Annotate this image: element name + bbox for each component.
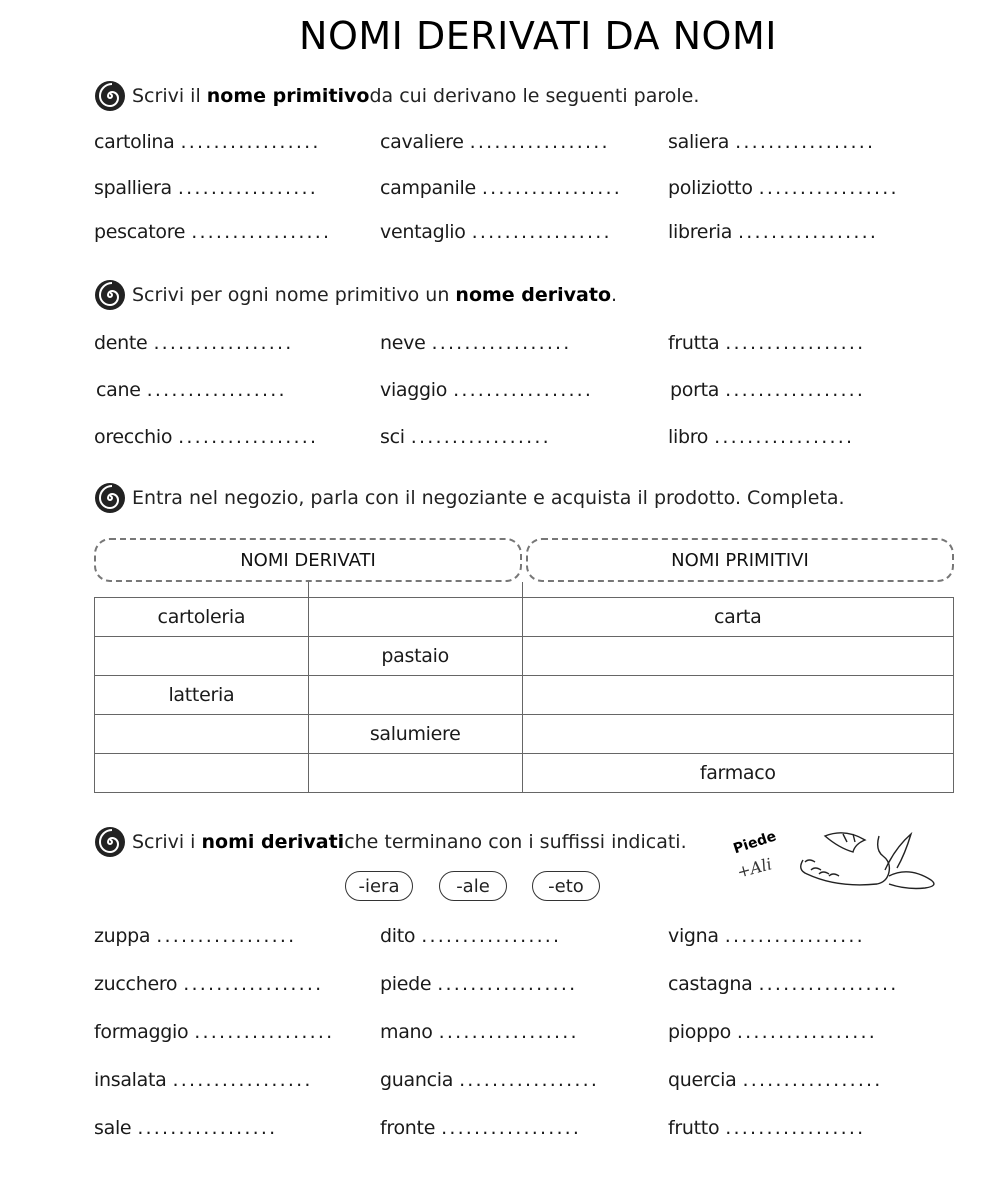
table-cell[interactable]: cartoleria — [95, 598, 309, 637]
column-divider — [522, 582, 523, 598]
table-cell[interactable]: carta — [522, 598, 953, 637]
table-cell[interactable]: salumiere — [308, 715, 522, 754]
table-cell[interactable]: pastaio — [308, 637, 522, 676]
word-item[interactable]: poliziotto ................. — [668, 177, 899, 199]
table-row — [95, 676, 954, 715]
word-item[interactable]: piede ................. — [380, 973, 578, 995]
word-item[interactable]: vigna ................. — [668, 925, 865, 947]
table-cell[interactable] — [308, 598, 522, 637]
word-item[interactable]: cartolina ................. — [94, 131, 321, 153]
word-item[interactable]: sci ................. — [380, 426, 551, 448]
word-item[interactable]: cavaliere ................. — [380, 131, 610, 153]
table-cell[interactable] — [308, 676, 522, 715]
word-item[interactable]: pioppo ................. — [668, 1021, 877, 1043]
word-item[interactable]: frutto ................. — [668, 1117, 866, 1139]
table-cell[interactable]: latteria — [95, 676, 309, 715]
word-item[interactable]: zuppa ................. — [94, 925, 297, 947]
word-item[interactable]: libro ................. — [668, 426, 855, 448]
illustration-label-1: Piede — [731, 828, 779, 858]
instruction-4: Scrivi i nomi derivati che terminano con i suffissi indicati. — [94, 826, 687, 858]
swirl-icon — [94, 826, 126, 858]
table-cell[interactable] — [95, 715, 309, 754]
word-item[interactable]: pescatore ................. — [94, 221, 332, 243]
word-item[interactable]: ventaglio ................. — [380, 221, 612, 243]
word-item[interactable]: cane ................. — [96, 379, 287, 401]
word-item[interactable]: porta ................. — [670, 379, 866, 401]
word-item[interactable]: dito ................. — [380, 925, 562, 947]
winged-foot-illustration — [725, 820, 940, 900]
word-item[interactable]: formaggio ................. — [94, 1021, 335, 1043]
word-item[interactable]: dente ................. — [94, 332, 294, 354]
swirl-icon — [94, 80, 126, 112]
table-cell[interactable] — [308, 754, 522, 793]
shop-grid — [94, 597, 954, 793]
word-item[interactable]: quercia ................. — [668, 1069, 883, 1091]
table-cell[interactable] — [522, 715, 953, 754]
page-title: NOMI DERIVATI DA NOMI — [299, 14, 777, 58]
table-row — [95, 598, 954, 637]
word-item[interactable]: insalata ................. — [94, 1069, 313, 1091]
swirl-icon — [94, 279, 126, 311]
table-cell[interactable] — [95, 754, 309, 793]
word-item[interactable]: saliera ................. — [668, 131, 876, 153]
table-row — [95, 754, 954, 793]
table-cell[interactable] — [522, 637, 953, 676]
table-cell[interactable] — [95, 637, 309, 676]
word-item[interactable]: libreria ................. — [668, 221, 879, 243]
word-item[interactable]: campanile ................. — [380, 177, 622, 199]
word-item[interactable]: zucchero ................. — [94, 973, 324, 995]
word-item[interactable]: guancia ................. — [380, 1069, 600, 1091]
shop-table — [94, 538, 954, 796]
instruction-2: Scrivi per ogni nome primitivo un nome derivato . — [94, 279, 617, 311]
word-item[interactable]: viaggio ................. — [380, 379, 594, 401]
swirl-icon — [94, 482, 126, 514]
word-item[interactable]: neve ................. — [380, 332, 572, 354]
instruction-1: Scrivi il nome primitivo da cui derivano le seguenti parole. — [94, 80, 699, 112]
header-primitive: NOMI PRIMITIVI — [526, 538, 954, 582]
table-cell[interactable] — [522, 676, 953, 715]
illustration-label-2: +Ali — [734, 854, 774, 882]
word-item[interactable]: mano ................. — [380, 1021, 579, 1043]
suffix-pill: -eto — [532, 871, 600, 901]
table-cell[interactable]: farmaco — [522, 754, 953, 793]
foot-drawing — [801, 833, 934, 889]
instruction-3: Entra nel negozio, parla con il negoziante e acquista il prodotto. Completa. — [94, 482, 845, 514]
table-row — [95, 637, 954, 676]
word-item[interactable]: fronte ................. — [380, 1117, 582, 1139]
suffix-pill: -iera — [345, 871, 413, 901]
word-item[interactable]: frutta ................. — [668, 332, 866, 354]
suffix-pill: -ale — [439, 871, 507, 901]
word-item[interactable]: orecchio ................. — [94, 426, 319, 448]
header-derived: NOMI DERIVATI — [94, 538, 522, 582]
word-item[interactable]: spalliera ................. — [94, 177, 318, 199]
column-divider — [308, 582, 309, 598]
word-item[interactable]: castagna ................. — [668, 973, 899, 995]
word-item[interactable]: sale ................. — [94, 1117, 278, 1139]
table-row — [95, 715, 954, 754]
